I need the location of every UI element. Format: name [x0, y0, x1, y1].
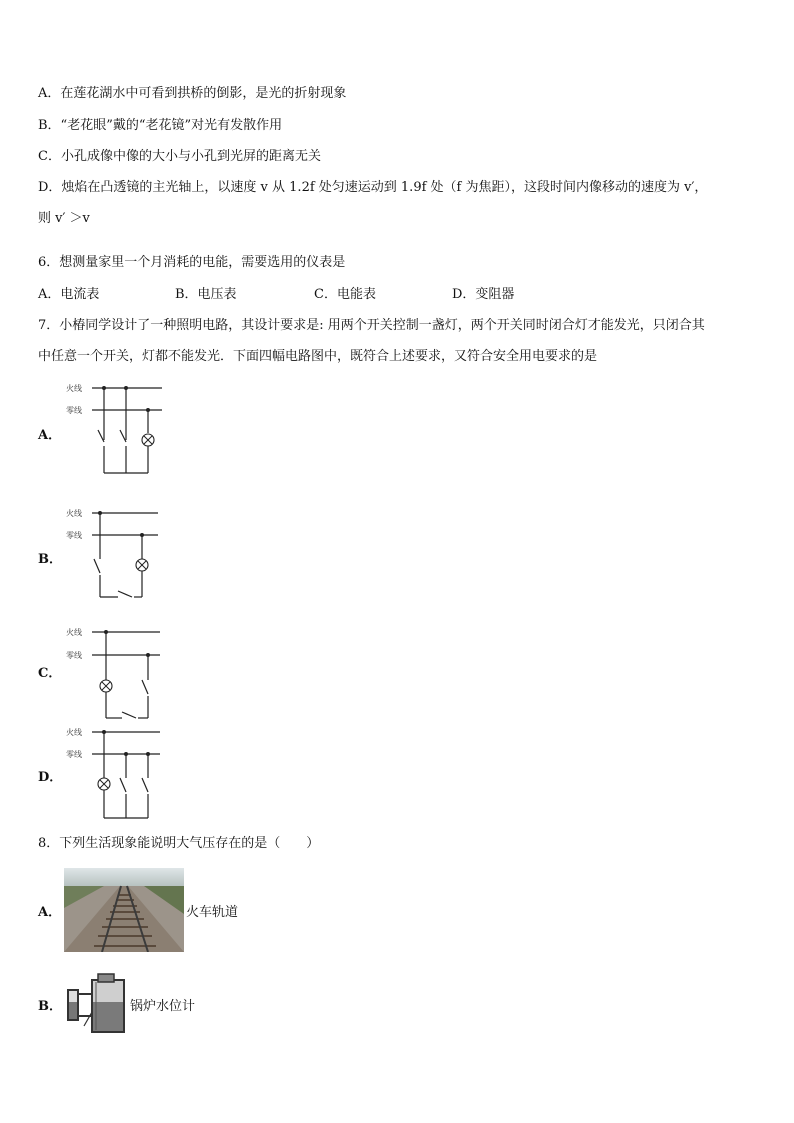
q8-stem: 8．下列生活现象能说明大气压存在的是（ ） [38, 836, 320, 851]
q7-option-b-label: B． [38, 552, 62, 567]
circuit-diagram-a [64, 378, 168, 478]
zero-wire-label: 零线 [66, 750, 82, 759]
zero-wire-label: 零线 [66, 651, 82, 660]
q5-option-d-line2: 则 v′ ＞v [38, 211, 90, 226]
q6-option-c: C．电能表 [314, 287, 376, 302]
boiler-water-gauge-image [64, 972, 128, 1034]
q6-option-b: B．电压表 [175, 287, 237, 302]
circuit-diagram-c [64, 624, 164, 724]
q7-stem-line1: 7．小椿同学设计了一种照明电路，其设计要求是: 用两个开关控制一盏灯，两个开关同时闭合灯才能发光，只闭合其 [38, 318, 705, 333]
q5-option-a: A．在莲花湖水中可看到拱桥的倒影，是光的折射现象 [38, 86, 347, 101]
q7-option-c-label: C． [38, 666, 62, 681]
q7-stem-line2: 中任意一个开关，灯都不能发光．下面四幅电路图中，既符合上述要求，又符合安全用电要求的是 [38, 349, 598, 364]
q7-option-d-label: D． [38, 770, 63, 785]
railway-track-image [64, 868, 184, 952]
circuit-diagram-b [64, 503, 164, 603]
fire-wire-label: 火线 [66, 628, 82, 637]
fire-wire-label: 火线 [66, 728, 82, 737]
q7-option-a-label: A． [38, 428, 62, 443]
fire-wire-label: 火线 [66, 384, 82, 393]
q6-stem: 6．想测量家里一个月消耗的电能，需要选用的仪表是 [38, 255, 346, 270]
q8-option-a-label: A． [38, 905, 62, 920]
circuit-diagram-d [64, 724, 164, 824]
q8-option-a-caption: 火车轨道 [186, 905, 239, 920]
q6-option-d: D．变阻器 [452, 287, 515, 302]
q6-option-a: A．电流表 [38, 287, 100, 302]
zero-wire-label: 零线 [66, 406, 82, 415]
q5-option-b: B．“老花眼”戴的“老花镜”对光有发散作用 [38, 118, 283, 133]
zero-wire-label: 零线 [66, 531, 82, 540]
q8-option-b-caption: 锅炉水位计 [130, 999, 196, 1014]
q8-option-b-label: B． [38, 999, 62, 1014]
q5-option-c: C．小孔成像中像的大小与小孔到光屏的距离无关 [38, 149, 321, 164]
q5-option-d-line1: D．烛焰在凸透镜的主光轴上，以速度 v 从 1.2f 处匀速运动到 1.9f 处（f 为焦距），这段时间内像移动的速度为 v′， [38, 180, 708, 195]
fire-wire-label: 火线 [66, 509, 82, 518]
